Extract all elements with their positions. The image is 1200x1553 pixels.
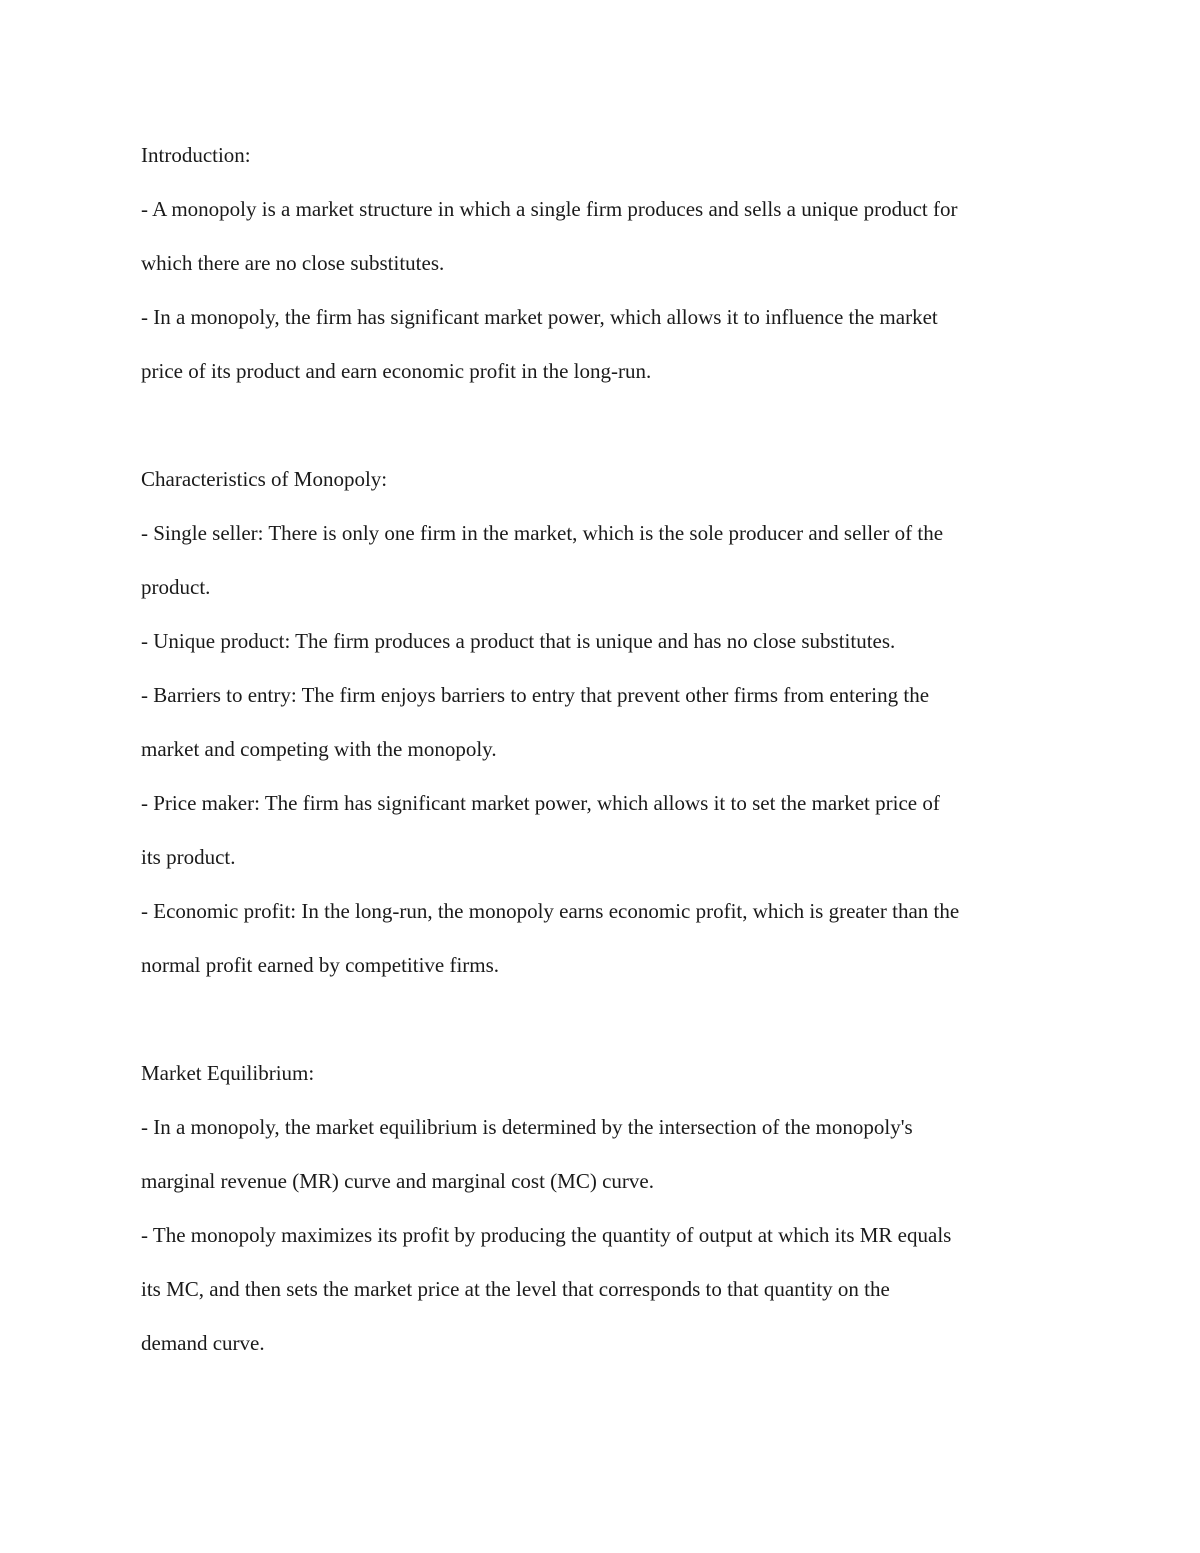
text-line: - In a monopoly, the firm has significant market power, which allows it to influence the market xyxy=(141,305,938,329)
text-line: its product. xyxy=(141,845,236,869)
text-line: - Price maker: The firm has significant market power, which allows it to set the market price of xyxy=(141,791,940,815)
text-line: - Unique product: The firm produces a product that is unique and has no close substitutes. xyxy=(141,629,896,653)
text-line: - The monopoly maximizes its profit by producing the quantity of output at which its MR equals xyxy=(141,1223,952,1247)
text-line: price of its product and earn economic profit in the long-run. xyxy=(141,359,652,383)
text-line: which there are no close substitutes. xyxy=(141,251,445,275)
text-line: demand curve. xyxy=(141,1331,265,1355)
section-heading: Characteristics of Monopoly: xyxy=(141,467,388,491)
section-spacer xyxy=(141,992,1066,1046)
section-introduction xyxy=(141,128,1066,398)
text-line: - Economic profit: In the long-run, the monopoly earns economic profit, which is greater than the xyxy=(141,899,960,923)
text-line: normal profit earned by competitive firms. xyxy=(141,953,500,977)
section-market-equilibrium xyxy=(141,1046,1066,1370)
text-line: product. xyxy=(141,575,211,599)
text-line: - A monopoly is a market structure in which a single firm produces and sells a unique product for xyxy=(141,197,958,221)
section-characteristics xyxy=(141,452,1066,992)
document-body xyxy=(141,128,1066,1370)
section-heading: Introduction: xyxy=(141,143,251,167)
section-spacer xyxy=(141,398,1066,452)
text-line: - Barriers to entry: The firm enjoys barriers to entry that prevent other firms from entering the xyxy=(141,683,930,707)
text-line: its MC, and then sets the market price at the level that corresponds to that quantity on the xyxy=(141,1277,890,1301)
text-line: - Single seller: There is only one firm in the market, which is the sole producer and seller of the xyxy=(141,521,944,545)
section-heading: Market Equilibrium: xyxy=(141,1061,315,1085)
text-line: marginal revenue (MR) curve and marginal cost (MC) curve. xyxy=(141,1169,654,1193)
text-line: market and competing with the monopoly. xyxy=(141,737,497,761)
text-line: - In a monopoly, the market equilibrium is determined by the intersection of the monopoly's xyxy=(141,1115,913,1139)
